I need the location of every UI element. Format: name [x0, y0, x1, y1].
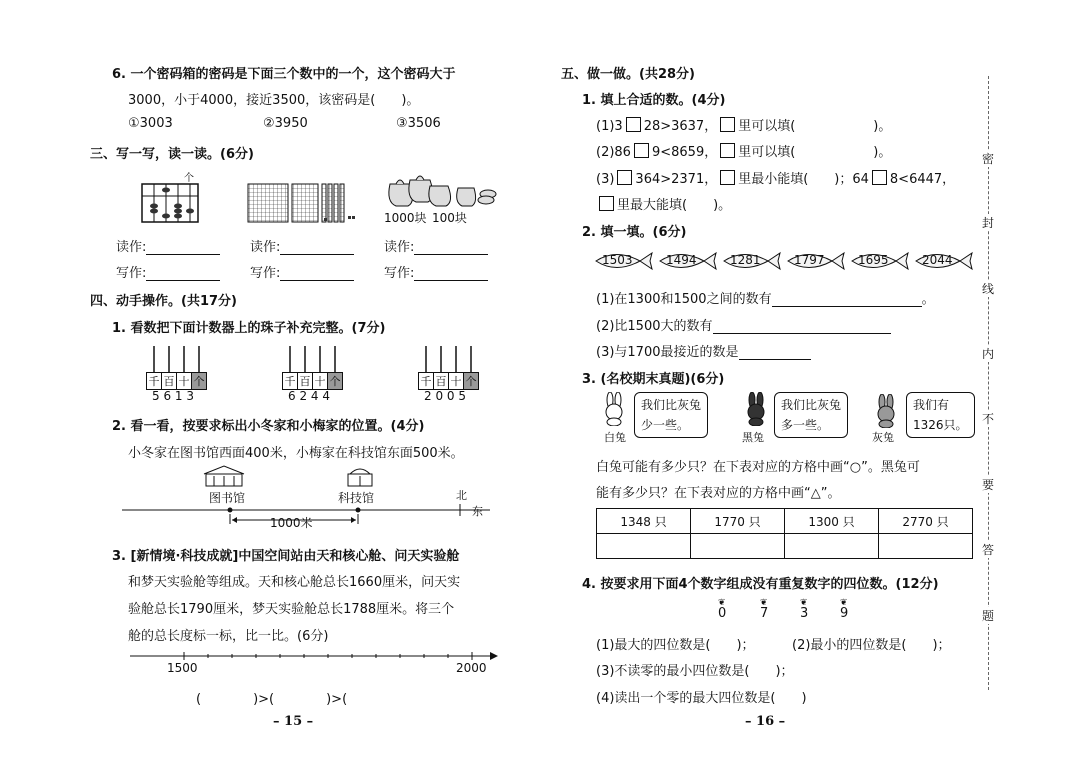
table-cell: 1300 只 — [785, 509, 879, 534]
box-ref — [720, 143, 735, 158]
answer-box[interactable] — [626, 117, 641, 132]
s5-q4c: (3)不读零的最小四位数是( )； — [596, 664, 794, 679]
answer-cell[interactable] — [785, 534, 879, 559]
table-cell: 1348 只 — [597, 509, 691, 534]
section-3-title: 三、写一写，读一读。(6分) — [90, 147, 254, 162]
gray-rabbit-icon — [870, 394, 902, 428]
answer-cell[interactable] — [691, 534, 785, 559]
box-ref — [599, 196, 614, 211]
margin-char: 线 — [982, 282, 995, 296]
fish-1281: 1281 — [722, 250, 784, 272]
white-rabbit-icon — [598, 392, 630, 426]
gray-rabbit-label: 灰兔 — [872, 431, 894, 444]
read-label-2: 读作: — [250, 236, 354, 255]
library-label: 图书馆 — [209, 491, 246, 505]
s5-q2: 2. 填一填。(6分) — [582, 225, 687, 240]
digit-card-icon: ❦ — [718, 598, 726, 608]
margin-char: 内 — [982, 347, 995, 361]
abacus-ge-label: 个 — [184, 173, 194, 184]
bag-1000-label: 1000块 — [384, 211, 427, 225]
library-building-icon — [200, 464, 248, 488]
fish-1503: 1503 — [594, 250, 656, 272]
q6-option-2: ②3950 — [263, 116, 308, 131]
digit-card-icon: ❦ — [840, 598, 848, 608]
write-label-1: 写作: — [116, 262, 220, 281]
black-rabbit-label: 黑兔 — [742, 431, 764, 444]
answer-line[interactable] — [772, 292, 922, 307]
digit-card-icon: ❦ — [760, 598, 768, 608]
s4-q3-line3: 验舱总长1790厘米，梦天实验舱总长1788厘米。将三个 — [128, 602, 455, 617]
s5-q3-text2: 能有多少只？在下表对应的方格中画“△”。 — [596, 486, 841, 501]
fish-1797: 1797 — [786, 250, 848, 272]
s5-q1: 1. 填上合适的数。(4分) — [582, 93, 726, 108]
margin-char: 密 — [982, 152, 995, 166]
bag-100-label: 100块 — [432, 211, 467, 225]
box-ref — [720, 170, 735, 185]
s5-q4a: (1)最大的四位数是( )； — [596, 638, 755, 653]
s4-q3-line4: 舱的总长度标一标，比一比。(6分) — [128, 629, 329, 644]
table-cell: 2770 只 — [879, 509, 973, 534]
section-4-title: 四、动手操作。(共17分) — [90, 294, 237, 309]
counter-2-number: 6 2 4 4 — [288, 389, 330, 403]
s4-q1: 1. 看数把下面计数器上的珠子补充完整。(7分) — [112, 321, 386, 336]
gray-rabbit-bubble: 我们有 1326只。 — [906, 392, 975, 438]
q6-line2: 3000，小于4000，接近3500，该密码是( )。 — [128, 93, 420, 108]
s4-q3-line2: 和梦天实验舱等组成。天和核心舱总长1660厘米，问天实 — [128, 575, 461, 590]
q6-line1: 6. 一个密码箱的密码是下面三个数中的一个，这个密码大于 — [112, 67, 456, 82]
answer-line[interactable] — [713, 319, 891, 334]
axis-start-label: 1500 — [167, 661, 198, 675]
margin-char: 不 — [982, 412, 995, 426]
s5-q1a: (1)3 28>3637， 里可以填( )。 — [596, 119, 892, 134]
page-number-15: – 15 – — [273, 714, 314, 729]
compare-blanks: ( )>( )>( — [196, 692, 348, 707]
distance-label: 1000米 — [270, 516, 313, 530]
science-building-icon — [342, 464, 378, 488]
section-5-title: 五、做一做。(共28分) — [561, 67, 695, 82]
s5-q4b: (2)最小的四位数是( )； — [792, 638, 951, 653]
page-number-16: – 16 – — [745, 714, 786, 729]
s4-q3-line1: 3. [新情境·科技成就]中国空间站由天和核心舱、问天实验舱 — [112, 549, 460, 564]
box-ref — [720, 117, 735, 132]
margin-char: 题 — [982, 609, 995, 623]
science-label: 科技馆 — [338, 491, 375, 505]
counter-3-number: 2 0 0 5 — [424, 389, 466, 403]
read-label-3: 读作: — [384, 236, 488, 255]
margin-char: 封 — [982, 216, 995, 230]
margin-char: 要 — [982, 478, 995, 492]
s4-q2-text: 小冬家在图书馆西面400米，小梅家在科技馆东面500米。 — [128, 446, 464, 461]
s5-q2b: (2)比1500大的数有 — [596, 315, 891, 334]
digit-card-icon: ❦ — [800, 598, 808, 608]
s5-q4: 4. 按要求用下面4个数字组成没有重复数字的四位数。(12分) — [582, 577, 939, 592]
s5-q2c: (3)与1700最接近的数是 — [596, 341, 811, 360]
s5-q1b: (2)86 9<8659， 里可以填( )。 — [596, 145, 892, 160]
east-label: 东 — [472, 505, 483, 518]
digit-7: 7 — [760, 606, 769, 621]
s5-q3: 3. (名校期末真题)(6分) — [582, 372, 725, 387]
blocks-illustration — [246, 180, 358, 224]
answer-cell[interactable] — [597, 534, 691, 559]
fish-1695: 1695 — [850, 250, 912, 272]
counter-1-number: 5 6 1 3 — [152, 389, 194, 403]
fish-2044: 2044 — [914, 250, 976, 272]
abacus-illustration — [140, 180, 200, 226]
q6-option-1: ①3003 — [128, 116, 173, 131]
money-bags-illustration — [382, 166, 500, 210]
s5-q4d: (4)读出一个零的最大四位数是( ) — [596, 691, 807, 706]
read-label-1: 读作: — [116, 236, 220, 255]
white-rabbit-bubble: 我们比灰兔 少一些。 — [634, 392, 708, 438]
margin-char: 答 — [982, 543, 995, 557]
s5-q2a: (1)在1300和1500之间的数有 。 — [596, 292, 935, 307]
black-rabbit-bubble: 我们比灰兔 多一些。 — [774, 392, 848, 438]
axis-end-label: 2000 — [456, 661, 487, 675]
s5-q1d: 里最大能填( )。 — [596, 194, 731, 213]
rabbit-table — [596, 508, 973, 559]
fish-1494: 1494 — [658, 250, 720, 272]
digit-9: 9 — [840, 606, 849, 621]
white-rabbit-label: 白兔 — [604, 431, 626, 444]
answer-box[interactable] — [617, 170, 632, 185]
write-label-3: 写作: — [384, 262, 488, 281]
answer-box[interactable] — [634, 143, 649, 158]
table-cell: 1770 只 — [691, 509, 785, 534]
black-rabbit-icon — [740, 392, 772, 426]
q6-option-3: ③3506 — [396, 116, 441, 131]
answer-box[interactable] — [872, 170, 887, 185]
answer-cell[interactable] — [879, 534, 973, 559]
digit-3: 3 — [800, 606, 809, 621]
s4-q2: 2. 看一看，按要求标出小冬家和小梅家的位置。(4分) — [112, 419, 425, 434]
digit-0: 0 — [718, 606, 727, 621]
s5-q3-text1: 白兔可能有多少只？在下表对应的方格中画“○”。黑兔可 — [596, 460, 920, 475]
s5-q1c: (3) 364>2371， 里最小能填( )；64 8<6447， — [596, 172, 956, 187]
answer-line[interactable] — [739, 345, 811, 360]
north-label: 北 — [456, 489, 467, 502]
write-label-2: 写作: — [250, 262, 354, 281]
